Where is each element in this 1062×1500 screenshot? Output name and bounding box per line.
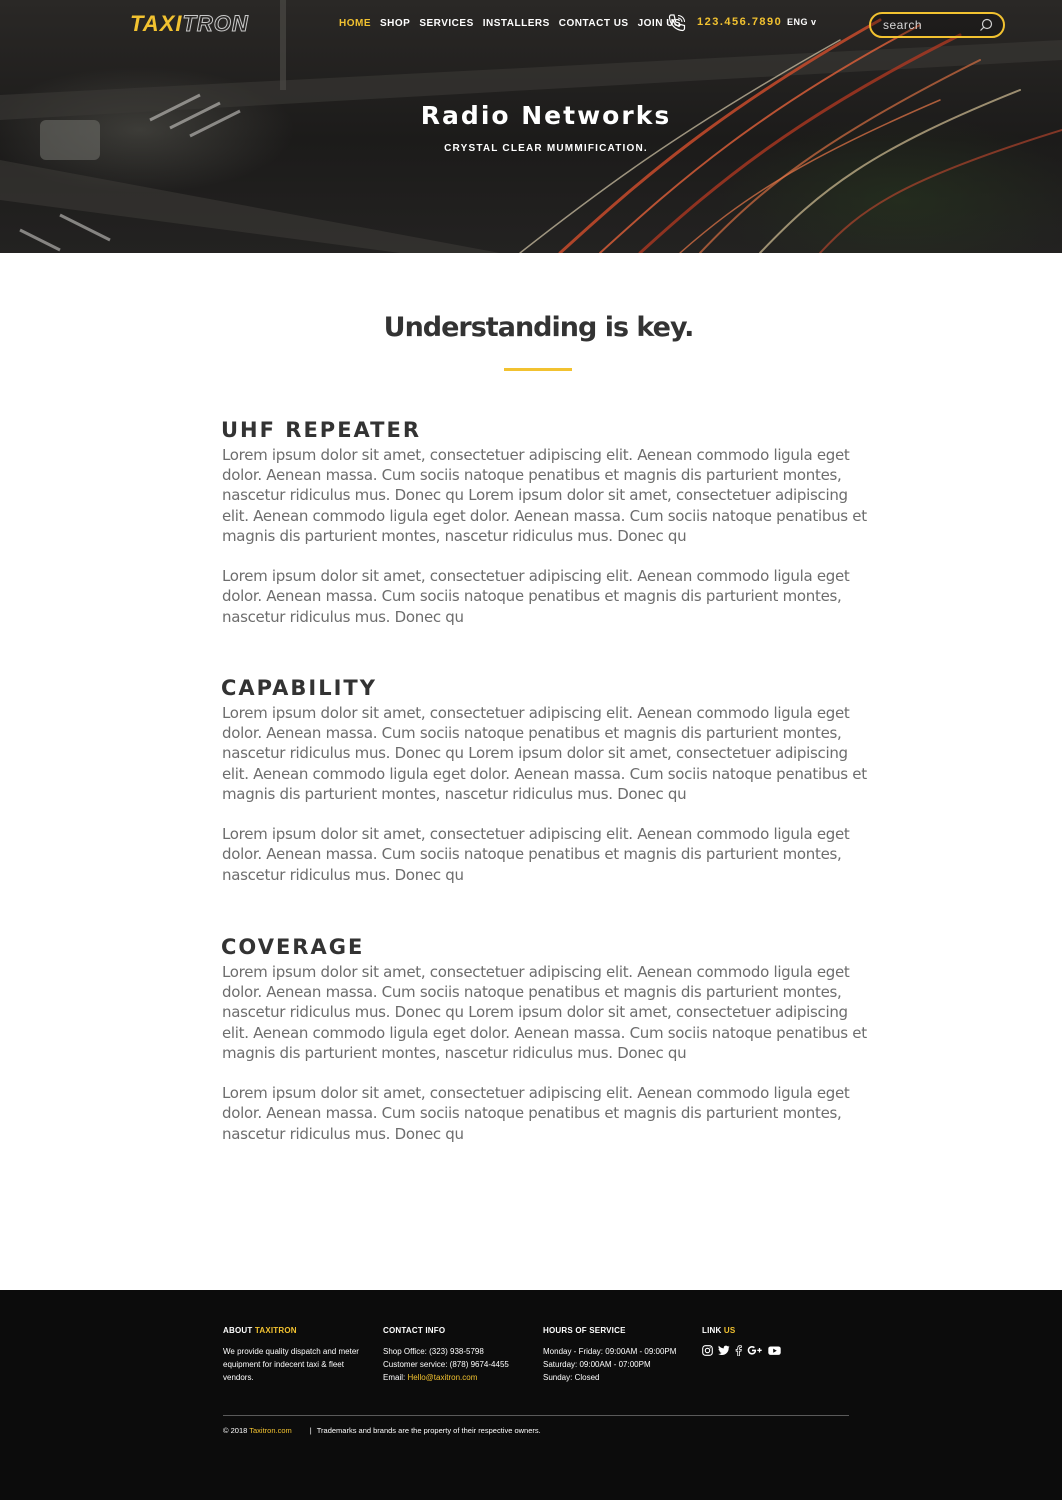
youtube-icon[interactable]	[768, 1343, 781, 1361]
footer-divider	[223, 1415, 849, 1416]
twitter-icon[interactable]	[718, 1343, 730, 1361]
social-links	[702, 1343, 781, 1361]
instagram-icon[interactable]	[702, 1343, 713, 1361]
footer-heading: ABOUT TAXITRON	[223, 1326, 297, 1335]
section-heading: UHF REPEATER	[221, 418, 421, 442]
language-selector[interactable]: ENG v	[787, 17, 817, 27]
nav-item-home[interactable]: HOME	[339, 18, 371, 29]
search-box	[869, 12, 1005, 38]
footer-about: ABOUT TAXITRON We provide quality dispatch and meter equipment for indecent taxi & fleet vendors.	[223, 1326, 359, 1382]
copyright-bar: © 2018 Taxitron.com | Trademarks and brands are the property of their respective owners.	[223, 1426, 541, 1435]
footer-hours: HOURS OF SERVICE Monday - Friday: 09:00AM - 09:00PM Saturday: 09:00AM - 07:00PM Sunday: Closed	[543, 1326, 677, 1382]
hero-subtitle: CRYSTAL CLEAR MUMMIFICATION.	[444, 143, 648, 154]
phone-number[interactable]: 123.456.7890	[697, 16, 783, 28]
footer-heading: HOURS OF SERVICE	[543, 1326, 626, 1335]
hero-banner	[0, 0, 1062, 253]
shop-office-phone: Shop Office: (323) 938-5798	[383, 1347, 484, 1356]
footer-links	[702, 1326, 781, 1361]
main-nav	[339, 18, 690, 30]
section-capability	[221, 675, 871, 885]
trademark-note: Trademarks and brands are the property of their respective owners.	[316, 1426, 541, 1435]
site-link[interactable]: Taxitron.com	[249, 1426, 292, 1435]
nav-item-shop[interactable]: SHOP	[380, 18, 411, 29]
nav-item-join-us[interactable]: JOIN US	[637, 18, 682, 29]
customer-service-phone: Customer service: (878) 9674-4455	[383, 1360, 509, 1369]
facebook-icon[interactable]	[735, 1343, 742, 1361]
phone-icon	[667, 13, 687, 33]
search-icon[interactable]	[979, 18, 993, 32]
google-plus-icon[interactable]	[747, 1343, 763, 1361]
section-uhf-repeater	[221, 417, 871, 627]
nav-item-services[interactable]: SERVICES	[419, 18, 474, 29]
section-paragraph: Lorem ipsum dolor sit amet, consectetuer adipiscing elit. Aenean commodo ligula eget dolor. Aenean massa. Cum sociis natoque penatibus et magnis dis parturient montes, nascetur ridiculus mus. Donec qu Lorem ipsum dolor sit amet, consectetuer adipiscing elit. Aenean commodo ligula eget dolor. Aenean massa. Cum sociis natoque penatibus et magnis dis parturient montes, nascetur ridiculus mus. Donec qu	[222, 446, 867, 545]
page-title: Understanding is key.	[383, 312, 694, 343]
taxitron-logo[interactable]: TAXITRON	[130, 11, 249, 36]
footer-contact-info: CONTACT INFO Shop Office: (323) 938-5798 Customer service: (878) 9674-4455 Email: Hello@taxitron.com	[383, 1326, 509, 1382]
section-heading: CAPABILITY	[221, 676, 377, 700]
title-underline	[504, 368, 572, 371]
section-paragraph: Lorem ipsum dolor sit amet, consectetuer adipiscing elit. Aenean commodo ligula eget dolor. Aenean massa. Cum sociis natoque penatibus et magnis dis parturient montes, nascetur ridiculus mus. Donec qu	[222, 567, 850, 626]
footer	[0, 1290, 1062, 1500]
footer-heading: CONTACT INFO	[383, 1326, 446, 1335]
search-input[interactable]	[883, 17, 973, 33]
email-link[interactable]: Hello@taxitron.com	[407, 1373, 478, 1382]
footer-heading: LINK US	[702, 1326, 736, 1335]
section-paragraph: Lorem ipsum dolor sit amet, consectetuer adipiscing elit. Aenean commodo ligula eget dolor. Aenean massa. Cum sociis natoque penatibus et magnis dis parturient montes, nascetur ridiculus mus. Donec qu	[222, 825, 850, 884]
hero-title: Radio Networks	[420, 101, 672, 130]
nav-item-contact-us[interactable]: CONTACT US	[558, 18, 629, 29]
section-coverage	[221, 934, 871, 1144]
section-heading: COVERAGE	[221, 935, 365, 959]
nav-item-installers[interactable]: INSTALLERS	[482, 18, 550, 29]
section-paragraph: Lorem ipsum dolor sit amet, consectetuer adipiscing elit. Aenean commodo ligula eget dolor. Aenean massa. Cum sociis natoque penatibus et magnis dis parturient montes, nascetur ridiculus mus. Donec qu	[222, 1084, 850, 1143]
section-paragraph: Lorem ipsum dolor sit amet, consectetuer adipiscing elit. Aenean commodo ligula eget dolor. Aenean massa. Cum sociis natoque penatibus et magnis dis parturient montes, nascetur ridiculus mus. Donec qu Lorem ipsum dolor sit amet, consectetuer adipiscing elit. Aenean commodo ligula eget dolor. Aenean massa. Cum sociis natoque penatibus et magnis dis parturient montes, nascetur ridiculus mus. Donec qu	[222, 704, 867, 803]
section-paragraph: Lorem ipsum dolor sit amet, consectetuer adipiscing elit. Aenean commodo ligula eget dolor. Aenean massa. Cum sociis natoque penatibus et magnis dis parturient montes, nascetur ridiculus mus. Donec qu Lorem ipsum dolor sit amet, consectetuer adipiscing elit. Aenean commodo ligula eget dolor. Aenean massa. Cum sociis natoque penatibus et magnis dis parturient montes, nascetur ridiculus mus. Donec qu	[222, 963, 867, 1062]
